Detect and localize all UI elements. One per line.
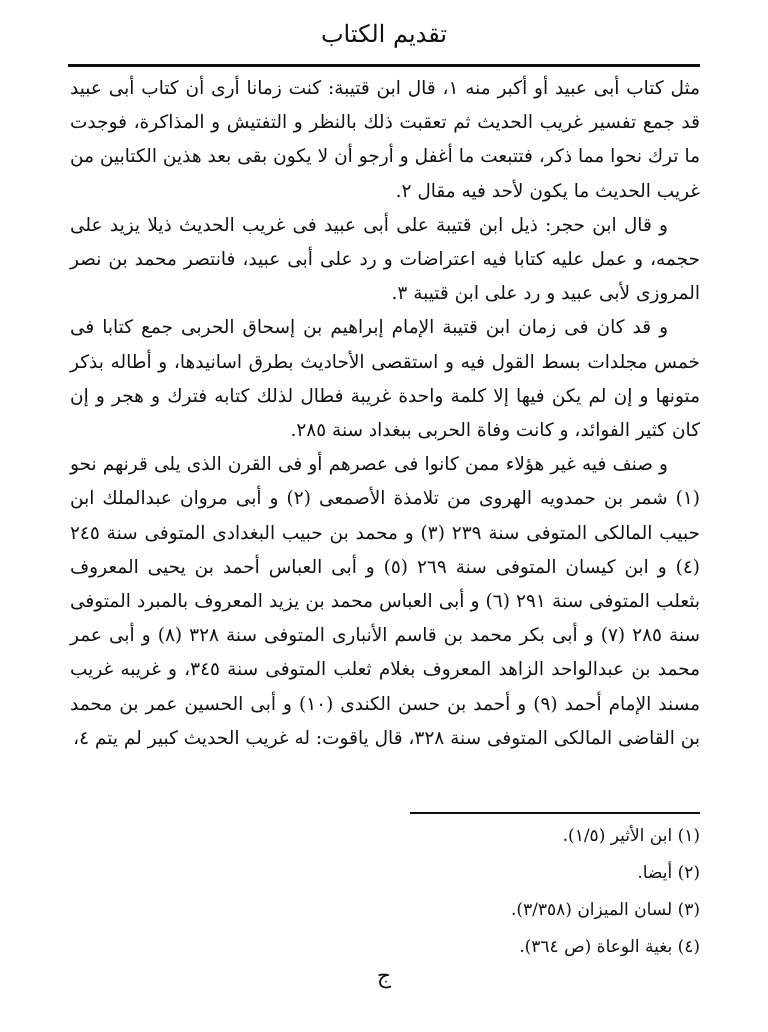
main-text bbox=[70, 72, 700, 756]
footnote: (١) ابن الأثير (١/٥). bbox=[562, 826, 700, 846]
footnotes bbox=[300, 818, 700, 966]
page-number: ج bbox=[376, 964, 392, 989]
header-rule bbox=[68, 64, 700, 67]
paragraph: و صنف فيه غير هؤلاء ممن كانوا فى عصرهم أو فى القرن الذى يلى قرنهم نحو (١) شمر بن حمدويه الهروى من تلامذة الأصمعى (٢) و أبى مروان عبدالملك ابن حبيب المالكى المتوفى سنة ٢٣٩ (٣) و محمد بن حبيب البغدادى المتوفى سنة ٢٤٥ (٤) و ابن كيسان المتوفى سنة ٢٦٩ (٥) و أبى العباس أحمد بن يحيى المعروف بثعلب المتوفى سنة ٢٩١ (٦) و أبى العباس محمد بن يزيد المعروف بالمبرد المتوفى سنة ٢٨٥ (٧) و أبى بكر محمد بن قاسم الأنبارى المتوفى سنة ٣٢٨ (٨) و أبى عمر محمد بن عبدالواحد الزاهد المعروف بغلام ثعلب المتوفى سنة ٣٤٥، و غريبه غريب مسند الإمام أحمد (٩) و أحمد بن حسن الكندى (١٠) و أبى الحسين عمر بن محمد بن القاضى المالكى المتوفى سنة ٣٢٨، قال ياقوت: له غريب الحديث كبير لم يتم ٤، bbox=[70, 454, 700, 749]
paragraph: مثل كتاب أبى عبيد أو أكبر منه ١، قال ابن قتيبة: كنت زمانا أرى أن كتاب أبى عبيد قد جمع تفسير غريب الحديث ثم تعقبت ذلك بالنظر و التفتيش و المذاكرة، فوجدت ما ترك نحوا مما ذكر، فتتبعت ما أغفل و أرجو أن لا يكون بقى بعد هذين الكتابين من غريب الحديث ما يكون لأحد فيه مقال ٢. bbox=[70, 78, 701, 202]
paragraph: و قد كان فى زمان ابن قتيبة الإمام إبراهيم بن إسحاق الحربى جمع كتابا فى خمس مجلدات بسط القول فيه و استقصى الأحاديث بطرق اسانيدها، و أطاله بذكر متونها و إن لم يكن فيها إلا كلمة واحدة غريبة فطال لذلك كتابه فترك و هجر و إن كان كثير الفوائد، و كانت وفاة الحربى ببغداد سنة ٢٨٥. bbox=[70, 317, 700, 442]
footnote-rule bbox=[410, 812, 700, 814]
paragraph: و قال ابن حجر: ذيل ابن قتيبة على أبى عبيد فى غريب الحديث ذيلا يزيد على حجمه، و عمل عليه كتابا فيه اعتراضات و رد على أبى عبيد، فانتصر محمد بن نصر المروزى لأبى عبيد و رد على ابن قتيبة ٣. bbox=[70, 214, 700, 305]
footnote: (٤) بغية الوعاة (ص ٣٦٤). bbox=[519, 937, 700, 957]
running-title: تقديم الكتاب bbox=[320, 20, 448, 48]
footnote: (٢) أيضا. bbox=[637, 863, 700, 883]
footnote: (٣) لسان الميزان (٣/٣٥٨). bbox=[510, 900, 700, 920]
